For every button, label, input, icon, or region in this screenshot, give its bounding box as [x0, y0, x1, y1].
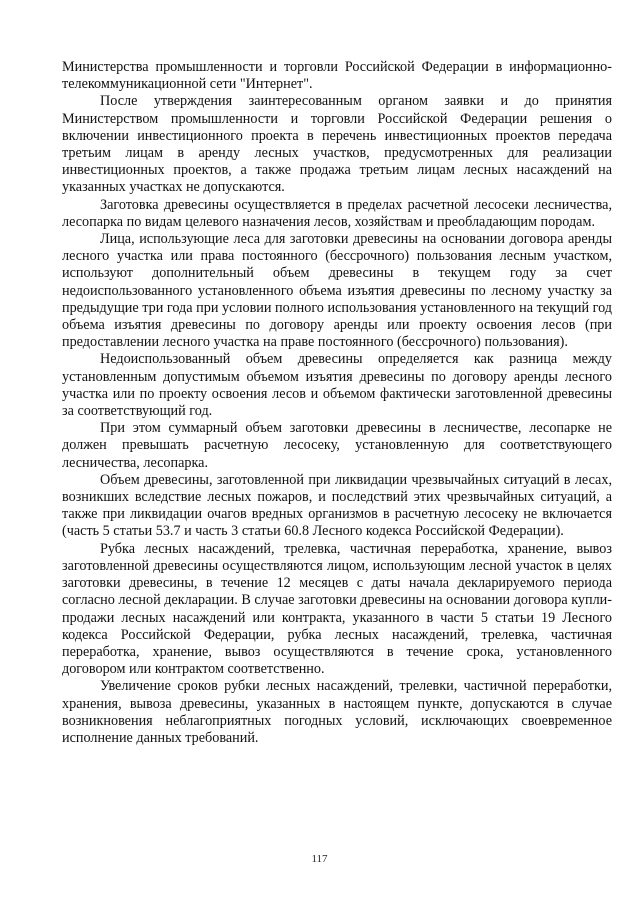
paragraph: Лица, использующие леса для заготовки древесины на основании договора аренды лесного участка или права постоянного (бессрочного) пользования лесным участком, используют дополнительный объем древесины в текущем году за счет недоиспользованного установленного объема изъятия древесины по лесному участку за предыдущие три года при условии полного использования установленного на текущий год объема изъятия древесины по договору аренды или проекту освоения лесов (при предоставлении лесного участка на праве постоянного (бессрочного) пользования). [62, 231, 612, 351]
paragraph: Объем древесины, заготовленной при ликвидации чрезвычайных ситуаций в лесах, возникших вследствие лесных пожаров, и последствий этих чрезвычайных ситуаций, а также при ликвидации очагов вредных организмов в расчетную лесосеку не включается (часть 5 статьи 53.7 и часть 3 статьи 60.8 Лесного кодекса Российской Федерации). [62, 471, 612, 540]
paragraph: Недоиспользованный объем древесины определяется как разница между установленным допустимым объемом изъятия древесины по договору аренды лесного участка или по проекту освоения лесов и объемом фактически заготовленной древесины за соответствующий год. [62, 351, 612, 420]
document-body [62, 59, 612, 747]
page-number: 117 [311, 853, 328, 865]
paragraph: После утверждения заинтересованным органом заявки и до принятия Министерством промышленности и торговли Российской Федерации решения о включении инвестиционного проекта в перечень инвестиционных проектов передача третьим лицам в аренду лесных участков, предусмотренных для реализации инвестиционных проектов, а также продажа третьим лицам лесных насаждений на указанных участках не допускаются. [62, 93, 612, 196]
paragraph: Рубка лесных насаждений, трелевка, частичная переработка, хранение, вывоз заготовленной древесины осуществляются лицом, использующим лесной участок в целях заготовки древесины, в течение 12 месяцев с даты начала декларируемого периода согласно лесной декларации. В случае заготовки древесины на основании договора купли-продажи лесных насаждений или контракта, указанного в части 5 статьи 19 Лесного кодекса Российской Федерации, рубка лесных насаждений, трелевка, частичная переработка, хранение, вывоз осуществляются в течение срока, установленного договором или контрактом соответственно. [62, 540, 612, 678]
paragraph: При этом суммарный объем заготовки древесины в лесничестве, лесопарке не должен превышать расчетную лесосеку, установленную для соответствующего лесничества, лесопарка. [62, 420, 612, 471]
paragraph-continuation: Министерства промышленности и торговли Российской Федерации в информационно-телекоммуникационной сети "Интернет". [62, 59, 612, 93]
paragraph: Увеличение сроков рубки лесных насаждений, трелевки, частичной переработки, хранения, вывоза древесины, указанных в настоящем пункте, допускаются в случае возникновения неблагоприятных погодных условий, исключающих своевременное исполнение данных требований. [62, 678, 612, 746]
paragraph: Заготовка древесины осуществляется в пределах расчетной лесосеки лесничества, лесопарка по видам целевого назначения лесов, хозяйствам и преобладающим породам. [62, 196, 612, 230]
